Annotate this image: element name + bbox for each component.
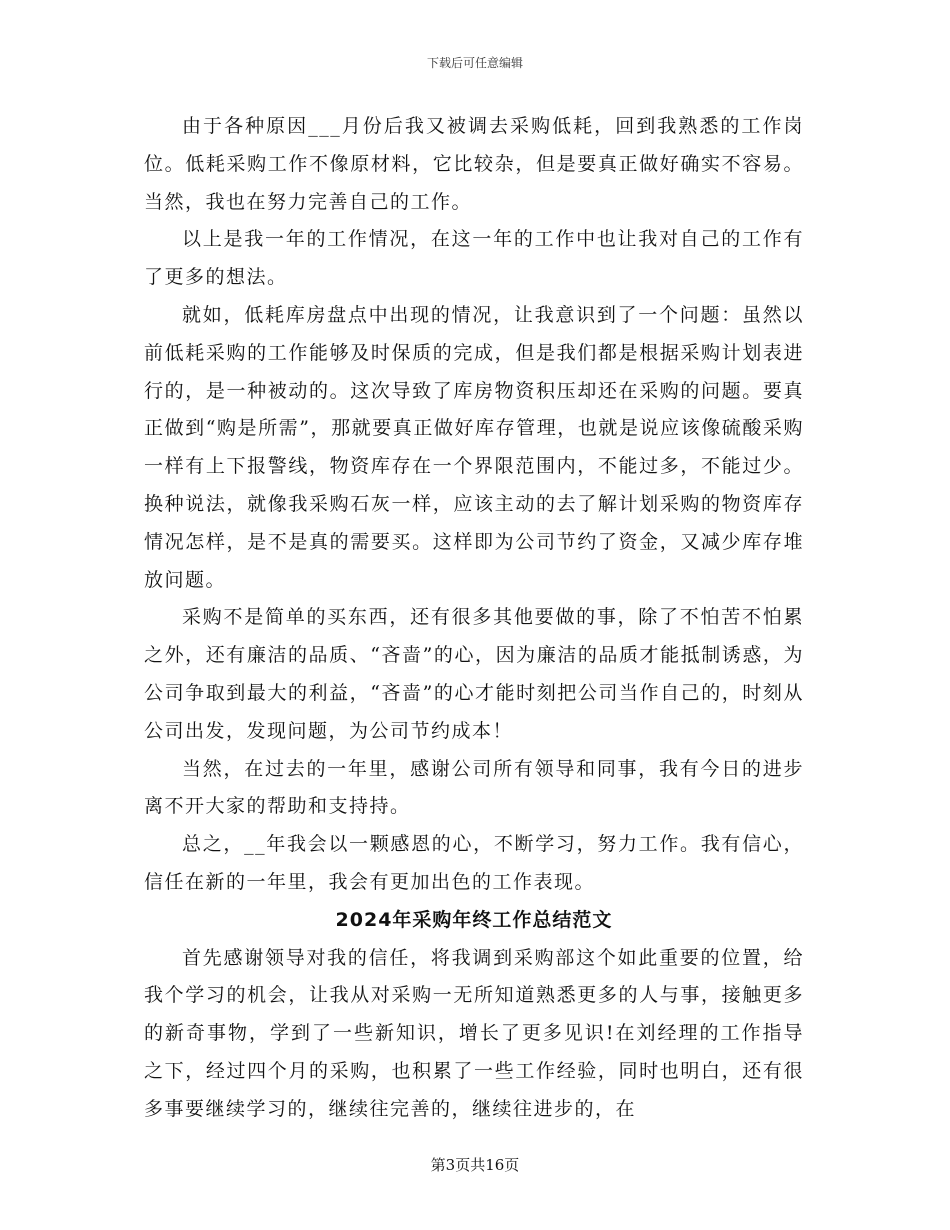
paragraph: 总之，__年我会以一颗感恩的心，不断学习，努力工作。我有信心，信任在新的一年里，我会有更加出色的工作表现。	[144, 833, 804, 893]
paragraph: 以上是我一年的工作情况，在这一年的工作中也让我对自己的工作有了更多的想法。	[144, 228, 804, 289]
section-heading: 2024年采购年终工作总结范文	[335, 908, 613, 931]
paragraph: 首先感谢领导对我的信任，将我调到采购部这个如此重要的位置，给我个学习的机会，让我从对采购一无所知道熟悉更多的人与事，接触更多的新奇事物，学到了一些新知识，增长了更多见识!在刘经理的工作指导之下，经过四个月的采购，也积累了一些工作经验，同时也明白，还有很多事要继续学习的，继续往完善的，继续往进步的，在	[144, 946, 804, 1120]
paragraph: 由于各种原因___月份后我又被调去采购低耗，回到我熟悉的工作岗位。低耗采购工作不像原材料，它比较杂，但是要真正做好确实不容易。当然，我也在努力完善自己的工作。	[144, 115, 804, 213]
paragraph: 采购不是简单的买东西，还有很多其他要做的事，除了不怕苦不怕累之外，还有廉洁的品质、“吝啬”的心，因为廉洁的品质才能抵制诱惑，为公司争取到最大的利益，“吝啬”的心才能时刻把公司当作自己的，时刻从公司出发，发现问题，为公司节约成本！	[144, 606, 804, 742]
page-header-note: 下载后可任意编辑	[426, 56, 523, 70]
paragraph: 就如，低耗库房盘点中出现的情况，让我意识到了一个问题：虽然以前低耗采购的工作能够及时保质的完成，但是我们都是根据采购计划表进行的，是一种被动的。这次导致了库房物资积压却还在采购的问题。要真正做到“购是所需”，那就要真正做好库存管理，也就是说应该像硫酸采购一样有上下报警线，物资库存在一个界限范围内，不能过多，不能过少。换种说法，就像我采购石灰一样，应该主动的去了解计划采购的物资库存情况怎样，是不是真的需要买。这样即为公司节约了资金，又减少库存堆放问题。	[144, 303, 804, 591]
paragraph: 当然，在过去的一年里，感谢公司所有领导和同事，我有今日的进步离不开大家的帮助和支持持。	[144, 757, 804, 818]
document-body	[144, 108, 804, 1129]
page-number-footer: 第3页共16页	[430, 1156, 520, 1174]
